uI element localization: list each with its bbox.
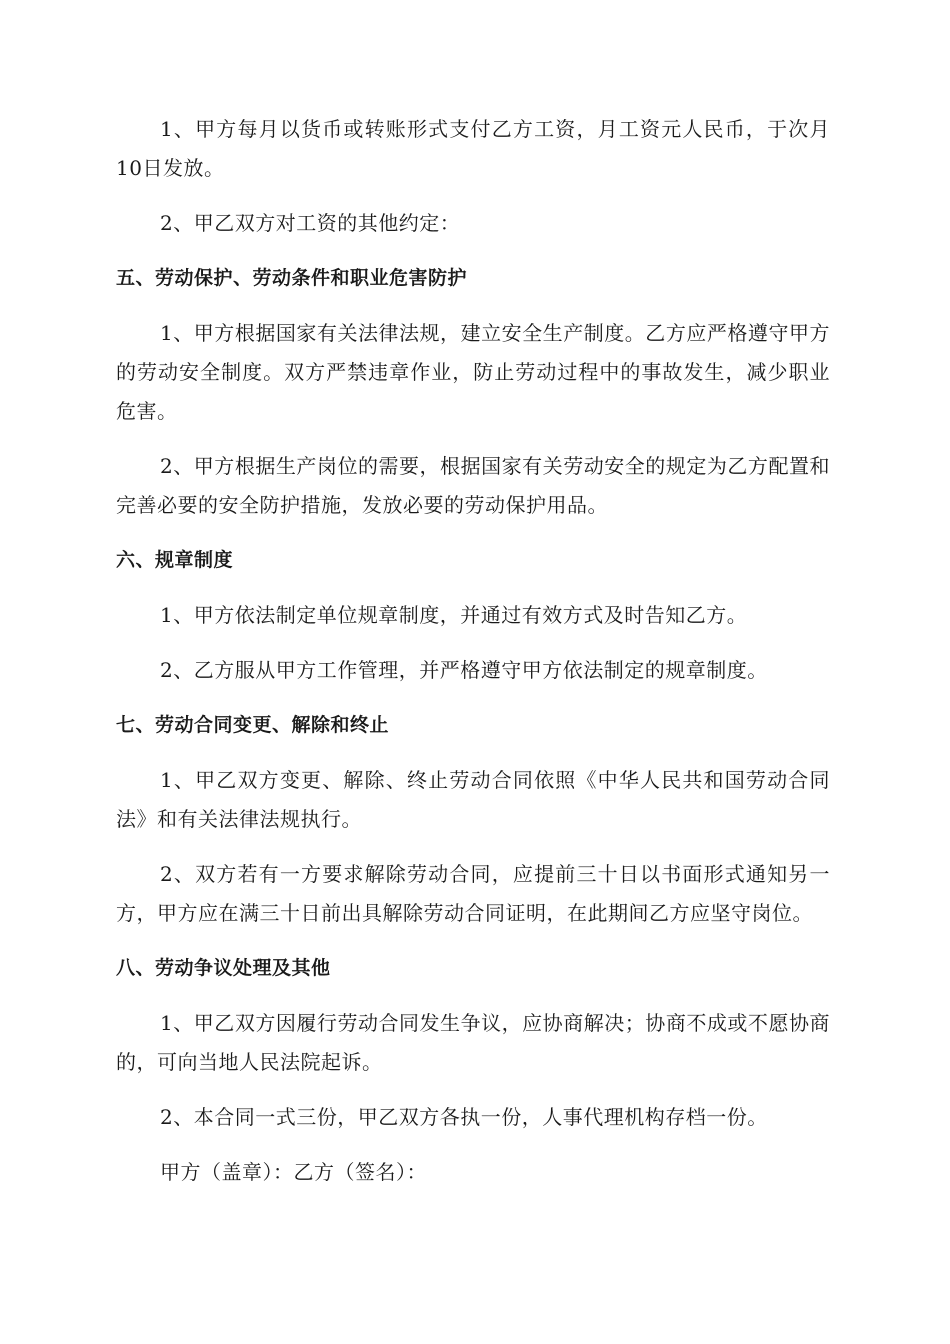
paragraph-termination-notice: 2、双方若有一方要求解除劳动合同，应提前三十日以书面形式通知另一方，甲方应在满三十日前出具解除劳动合同证明，在此期间乙方应坚守岗位。 xyxy=(116,862,830,925)
document-body xyxy=(116,110,830,1192)
paragraph-contract-law: 1、甲乙双方变更、解除、终止劳动合同依照《中华人民共和国劳动合同法》和有关法律法规执行。 xyxy=(116,768,830,831)
section-heading-labor-protection: 五、劳动保护、劳动条件和职业危害防护 xyxy=(116,267,468,289)
paragraph-protective-equipment: 2、甲方根据生产岗位的需要，根据国家有关劳动安全的规定为乙方配置和完善必要的安全防护措施，发放必要的劳动保护用品。 xyxy=(116,454,830,517)
section-heading-contract-change: 七、劳动合同变更、解除和终止 xyxy=(116,714,390,736)
section-heading-disputes: 八、劳动争议处理及其他 xyxy=(116,957,331,979)
paragraph-dispute-resolution: 1、甲乙双方因履行劳动合同发生争议，应协商解决；协商不成或不愿协商的，可向当地人民法院起诉。 xyxy=(116,1011,830,1074)
paragraph-rules-compliance: 2、乙方服从甲方工作管理，并严格遵守甲方依法制定的规章制度。 xyxy=(160,658,768,682)
paragraph-salary-payment: 1、甲方每月以货币或转账形式支付乙方工资，月工资元人民币，于次月10日发放。 xyxy=(116,117,830,180)
paragraph-salary-other: 2、甲乙双方对工资的其他约定： xyxy=(160,211,461,235)
section-heading-rules: 六、规章制度 xyxy=(116,549,234,571)
paragraph-safety-system: 1、甲方根据国家有关法律法规，建立安全生产制度。乙方应严格遵守甲方的劳动安全制度。双方严禁违章作业，防止劳动过程中的事故发生，减少职业危害。 xyxy=(116,321,830,423)
signature-line: 甲方（盖章）：乙方（签名）： xyxy=(160,1160,427,1184)
paragraph-copies: 2、本合同一式三份，甲乙双方各执一份，人事代理机构存档一份。 xyxy=(160,1105,768,1129)
paragraph-rules-notice: 1、甲方依法制定单位规章制度，并通过有效方式及时告知乙方。 xyxy=(160,603,748,627)
